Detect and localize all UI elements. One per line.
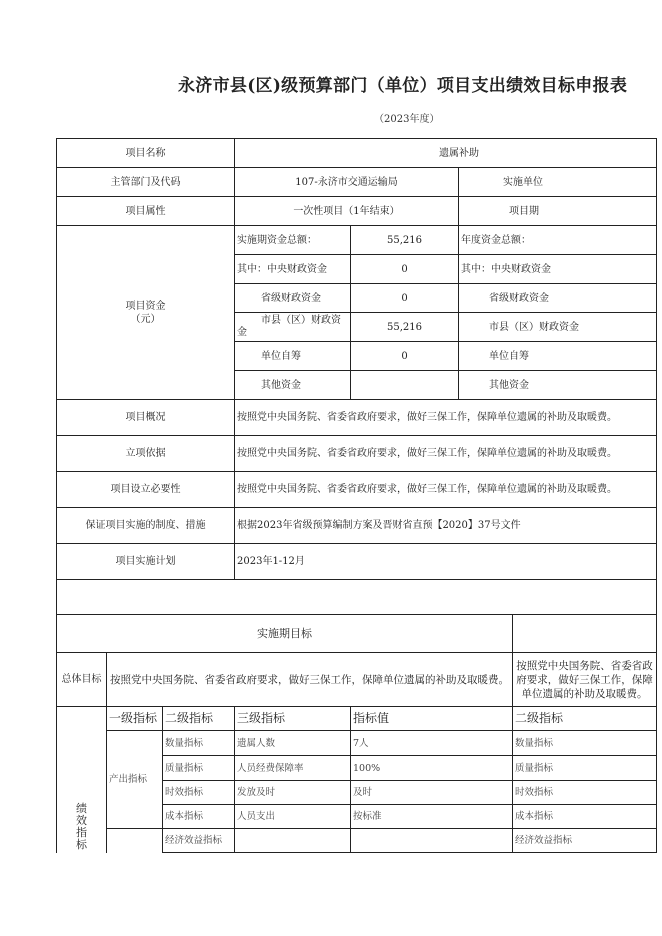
- header-right-level2: 二级指标: [513, 707, 657, 731]
- overall-goal-label: 总体目标: [57, 653, 107, 707]
- year-label: （2023年度）: [374, 114, 440, 125]
- fund-row-4-value: 0: [351, 342, 459, 371]
- header-level3: 三级指标: [235, 707, 351, 731]
- header-value: 指标值: [351, 707, 513, 731]
- performance-table: [56, 614, 657, 853]
- row-1-right-level2: 质量指标: [513, 756, 657, 781]
- fund-row-3-value: 55,216: [351, 313, 459, 342]
- row-2-right-level2: 时效指标: [513, 781, 657, 805]
- row-0-value: 7人: [351, 731, 513, 756]
- row-2-level2: 时效指标: [163, 781, 235, 805]
- output-indicators-label: 产出指标: [107, 731, 163, 829]
- fund-row-1-label: 其中：中央财政资金: [235, 255, 351, 284]
- row-0-right-level2: 数量指标: [513, 731, 657, 756]
- plan-value: 2023年1-12月: [235, 544, 657, 580]
- basis-value: 按照党中央国务院、省委省政府要求，做好三保工作，保障单位遗属的补助及取暖费。: [235, 436, 657, 472]
- benefit-row-right-level2: 经济效益指标: [513, 829, 657, 853]
- project-info-table: [56, 138, 657, 615]
- benefit-indicators-cell: [107, 829, 163, 853]
- row-3-right-level2: 成本指标: [513, 805, 657, 829]
- overall-goal-right: 按照党中央国务院、省委省政府要求，做好三保工作，保障单位遗属的补助及取暖费。: [513, 653, 657, 707]
- period-label: 项目期: [459, 197, 657, 226]
- overall-goal-left: 按照党中央国务院、省委省政府要求，做好三保工作，保障单位遗属的补助及取暖费。: [107, 653, 513, 707]
- fund-row-5-value: [351, 371, 459, 400]
- fund-row-3-label: 市县（区）财政资金: [235, 313, 351, 342]
- row-3-level2: 成本指标: [163, 805, 235, 829]
- fund-row-0-label: 实施期资金总额：: [235, 226, 351, 255]
- period-goal-label: 实施期目标: [57, 615, 513, 653]
- dept-value: 107-永济市交通运输局: [235, 168, 459, 197]
- measures-value: 根据2023年省级预算编制方案及晋财省直预【2020】37号文件: [235, 508, 657, 544]
- fund-row-5-right-label: 其他资金: [459, 371, 657, 400]
- blank-row: [57, 580, 657, 615]
- benefit-row-level3: [235, 829, 351, 853]
- measures-label: 保证项目实施的制度、措施: [57, 508, 235, 544]
- funds-label: 项目资金 （元）: [57, 226, 235, 400]
- overview-label: 项目概况: [57, 400, 235, 436]
- plan-label: 项目实施计划: [57, 544, 235, 580]
- annual-goal-label: [513, 615, 657, 653]
- impl-unit-label: 实施单位: [459, 168, 657, 197]
- fund-row-4-right-label: 单位自筹: [459, 342, 657, 371]
- row-2-value: 及时: [351, 781, 513, 805]
- page-title: 永济市县(区)级预算部门（单位）项目支出绩效目标申报表: [178, 76, 628, 96]
- header-level1: 一级指标: [107, 707, 163, 731]
- overview-value: 按照党中央国务院、省委省政府要求，做好三保工作，保障单位遗属的补助及取暖费。: [235, 400, 657, 436]
- fund-row-1-value: 0: [351, 255, 459, 284]
- project-name-value: 遗属补助: [439, 147, 479, 159]
- fund-row-3-right-label: 市县（区）财政资金: [459, 313, 657, 342]
- fund-row-1-right-label: 其中：中央财政资金: [459, 255, 657, 284]
- benefit-row-level2: 经济效益指标: [163, 829, 235, 853]
- row-1-level2: 质量指标: [163, 756, 235, 781]
- benefit-row-value: [351, 829, 513, 853]
- project-name-label: 项目名称: [57, 139, 235, 168]
- basis-label: 立项依据: [57, 436, 235, 472]
- fund-row-0-value: 55,216: [351, 226, 459, 255]
- row-2-level3: 发放及时: [235, 781, 351, 805]
- necessity-value: 按照党中央国务院、省委省政府要求，做好三保工作，保障单位遗属的补助及取暖费。: [235, 472, 657, 508]
- row-0-level2: 数量指标: [163, 731, 235, 756]
- necessity-label: 项目设立必要性: [57, 472, 235, 508]
- perf-indicators-label: 绩效指标: [76, 801, 87, 851]
- row-3-value: 按标准: [351, 805, 513, 829]
- row-0-level3: 遗属人数: [235, 731, 351, 756]
- fund-row-0-right-label: 年度资金总额：: [459, 226, 657, 255]
- attr-value: 一次性项目（1年结束）: [235, 197, 459, 226]
- row-1-level3: 人员经费保障率: [235, 756, 351, 781]
- fund-row-2-value: 0: [351, 284, 459, 313]
- fund-row-2-label: 省级财政资金: [235, 284, 351, 313]
- dept-label: 主管部门及代码: [57, 168, 235, 197]
- row-3-level3: 人员支出: [235, 805, 351, 829]
- fund-row-5-label: 其他资金: [235, 371, 351, 400]
- header-level2: 二级指标: [163, 707, 235, 731]
- fund-row-4-label: 单位自筹: [235, 342, 351, 371]
- row-1-value: 100%: [351, 756, 513, 781]
- fund-row-2-right-label: 省级财政资金: [459, 284, 657, 313]
- attr-label: 项目属性: [57, 197, 235, 226]
